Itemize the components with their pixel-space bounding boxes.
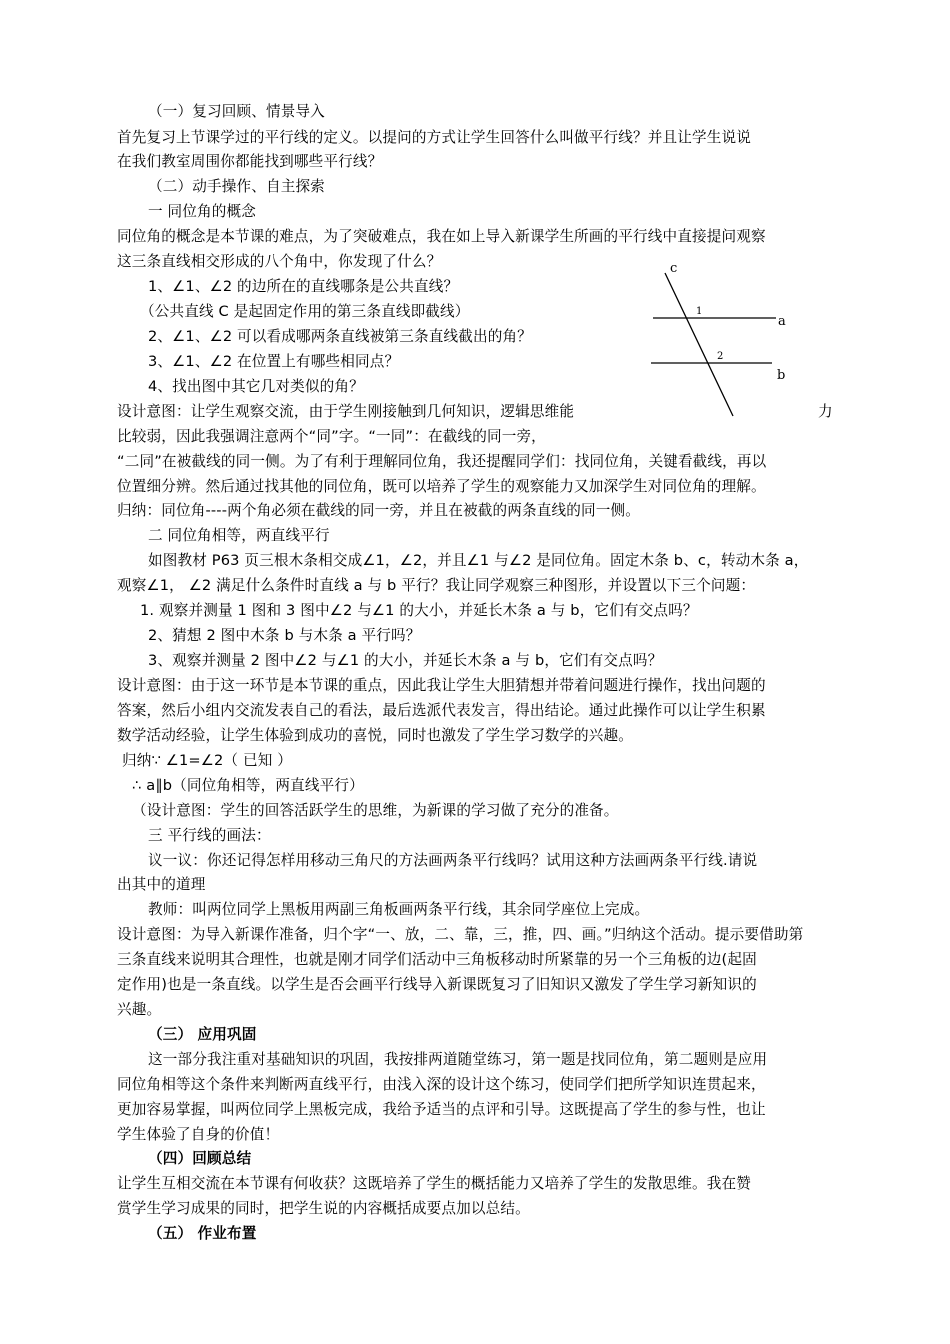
paragraph-line: 三条直线来说明其合理性，也就是刚才同学们活动中三角板移动时所紧靠的另一个三角板的边(起固	[117, 951, 757, 968]
label-b: b	[777, 368, 786, 383]
paragraph-line: 同位角的概念是本节课的难点，为了突破难点，我在如上导入新课学生所画的平行线中直接提问观察	[117, 228, 766, 245]
paragraph-line: 观察∠1， ∠2 满足什么条件时直线 a 与 b 平行？我让同学观察三种图形，并设置以下三个问题：	[117, 577, 756, 594]
paragraph-line: 同位角相等这个条件来判断两直线平行，由浅入深的设计这个练习，使同学们把所学知识连贯起来，	[117, 1076, 766, 1093]
proof-line: ∴ a∥b（同位角相等，两直线平行）	[132, 777, 364, 794]
paragraph-line: 兴趣。	[117, 1001, 162, 1018]
parallel-lines-figure	[640, 258, 840, 428]
paragraph-line: 定作用)也是一条直线。以学生是否会画平行线导入新课既复习了旧知识又激发了学生学习新知识的	[117, 976, 757, 993]
paragraph-line: 出其中的道理	[117, 876, 206, 893]
question-item: 2、∠1、∠2 可以看成哪两条直线被第三条直线截出的角？	[148, 328, 532, 345]
paragraph-line: 更加容易掌握，叫两位同学上黑板完成，我给予适当的点评和引导。这既提高了学生的参与性，也让	[117, 1101, 766, 1118]
paragraph-line: 在我们教室周围你都能找到哪些平行线？	[117, 153, 383, 170]
section-heading-3: （三） 应用巩固	[148, 1026, 257, 1043]
question-item: 3、∠1、∠2 在位置上有哪些相同点？	[148, 353, 400, 370]
label-c: c	[670, 261, 678, 276]
paragraph-line: 议一议：你还记得怎样用移动三角尺的方法画两条平行线吗？试用这种方法画两条平行线.请说	[148, 852, 758, 869]
section-heading-5: （五） 作业布置	[148, 1225, 257, 1242]
paragraph-line: 位置细分辨。然后通过找其他的同位角，既可以培养了学生的观察能力又加深学生对同位角的理解。	[117, 478, 766, 495]
paragraph-line: 这一部分我注重对基础知识的巩固，我按排两道随堂练习，第一题是找同位角，第二题则是应用	[148, 1051, 768, 1068]
paragraph-line: 学生体验了自身的价值！	[117, 1126, 280, 1143]
paragraph-line: 如图教材 P63 页三根木条相交成∠1，∠2，并且∠1 与∠2 是同位角。固定木条 b、c，转动木条 a，	[148, 552, 809, 569]
subsection-heading: 一 同位角的概念	[148, 203, 256, 220]
question-note: （公共直线 C 是起固定作用的第三条直线即截线）	[140, 303, 470, 320]
subsection-heading: 三 平行线的画法：	[148, 827, 271, 844]
paragraph-line-fragment: 力	[818, 403, 833, 420]
angle-1-label: 1	[696, 306, 703, 317]
paragraph-line: （设计意图：学生的回答活跃学生的思维，为新课的学习做了充分的准备。	[132, 802, 619, 819]
paragraph-line: 设计意图：让学生观察交流，由于学生刚接触到几何知识，逻辑思维能	[117, 403, 575, 420]
subsection-heading: 二 同位角相等，两直线平行	[148, 527, 330, 544]
paragraph-line: 这三条直线相交形成的八个角中，你发现了什么？	[117, 253, 442, 270]
paragraph-line: 答案，然后小组内交流发表自己的看法，最后选派代表发言，得出结论。通过此操作可以让学生积累	[117, 702, 766, 719]
paragraph-line: 教师：叫两位同学上黑板用两副三角板画两条平行线，其余同学座位上完成。	[148, 901, 650, 918]
question-item: 2、猜想 2 图中木条 b 与木条 a 平行吗？	[148, 627, 421, 644]
paragraph-line: 归纳：同位角----两个角必须在截线的同一旁，并且在被截的两条直线的同一侧。	[117, 502, 640, 519]
paragraph-line: 让学生互相交流在本节课有何收获？这既培养了学生的概括能力又培养了学生的发散思维。我在赞	[117, 1175, 751, 1192]
transversal-c	[665, 273, 733, 416]
paragraph-line: 设计意图：由于这一环节是本节课的重点，因此我让学生大胆猜想并带着问题进行操作，找出问题的	[117, 677, 766, 694]
paragraph-line: 设计意图：为导入新课作准备，归个字“一、放，二、靠，三，推，四、画。”归纳这个活动。提示要借助第	[117, 926, 804, 943]
paragraph-line: 数学活动经验，让学生体验到成功的喜悦，同时也激发了学生学习数学的兴趣。	[117, 727, 634, 744]
question-item: 4、找出图中其它几对类似的角？	[148, 378, 364, 395]
label-a: a	[778, 314, 786, 329]
question-item: 1、∠1、∠2 的边所在的直线哪条是公共直线？	[148, 278, 459, 295]
paragraph-line: 比较弱，因此我强调注意两个“同”字。“一同”：在截线的同一旁，	[117, 428, 546, 445]
angle-2-label: 2	[717, 351, 724, 362]
paragraph-line: 首先复习上节课学过的平行线的定义。以提问的方式让学生回答什么叫做平行线？并且让学生说说	[117, 129, 751, 146]
question-item: 1. 观察并测量 1 图和 3 图中∠2 与∠1 的大小，并延长木条 a 与 b，它们有交点吗？	[140, 602, 698, 619]
paragraph-line: “二同”在被截线的同一侧。为了有利于理解同位角，我还提醒同学们：找同位角，关键看截线，再以	[117, 453, 767, 470]
section-heading-2: （二）动手操作、自主探索	[148, 178, 325, 195]
proof-line: 归纳∵ ∠1=∠2（ 已知 ）	[122, 752, 292, 769]
section-heading-4: （四）回顾总结	[148, 1150, 252, 1167]
paragraph-line: 赏学生学习成果的同时，把学生说的内容概括成要点加以总结。	[117, 1200, 530, 1217]
section-heading-1: （一）复习回顾、情景导入	[148, 103, 325, 120]
question-item: 3、观察并测量 2 图中∠2 与∠1 的大小，并延长木条 a 与 b，它们有交点吗？	[148, 652, 663, 669]
